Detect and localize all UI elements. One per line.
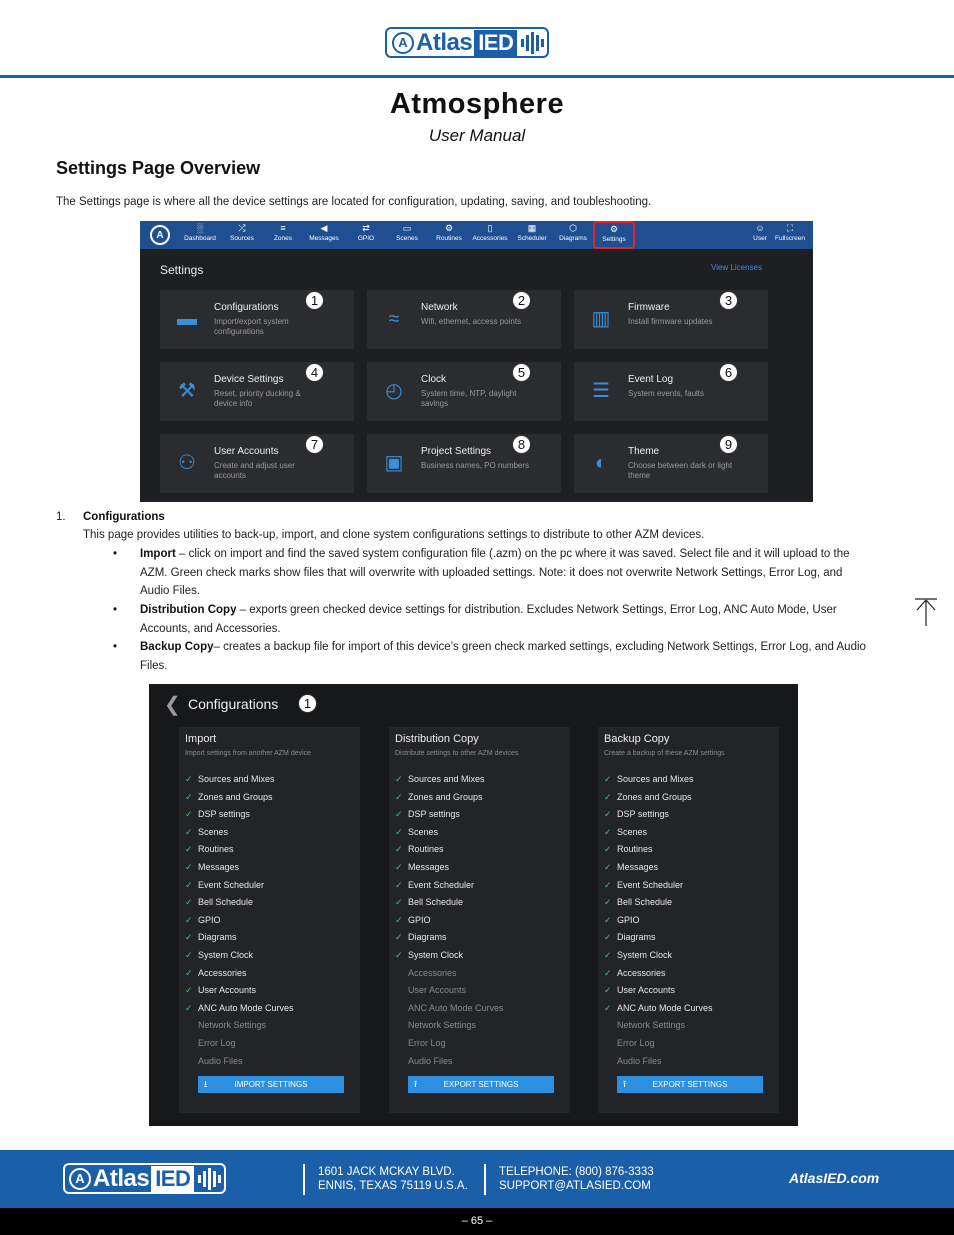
- check-icon: ✓: [185, 914, 193, 925]
- config-item-label: User Accounts: [198, 985, 257, 996]
- upload-icon: ⭱: [623, 1079, 627, 1089]
- document-subtitle: User Manual: [428, 126, 526, 145]
- config-item-label: ANC Auto Mode Curves: [408, 1002, 504, 1013]
- check-icon: ✓: [395, 914, 403, 925]
- callout-number: 7: [305, 435, 324, 454]
- dashboard-icon: ░: [196, 223, 204, 233]
- nav-label: Scheduler: [517, 235, 547, 242]
- config-item-label: Scenes: [617, 826, 648, 837]
- check-icon: ✓: [185, 809, 193, 820]
- config-item[interactable]: [395, 968, 457, 982]
- tile-user-accounts[interactable]: [160, 434, 354, 493]
- tile-name: Clock: [421, 374, 447, 385]
- nav-gpio[interactable]: [345, 224, 387, 243]
- list-number: 1.: [56, 511, 66, 523]
- config-item[interactable]: [604, 915, 640, 929]
- arrows-icon: ⇄: [362, 223, 370, 233]
- config-column-backup-copy: [598, 727, 779, 1113]
- footer-bar: [0, 1150, 954, 1208]
- configurations-title: Configurations: [188, 696, 279, 712]
- config-item[interactable]: [395, 1038, 446, 1052]
- check-icon: ✓: [604, 950, 612, 960]
- atlasied-logo: [385, 26, 583, 59]
- callout-number: 1: [305, 291, 324, 310]
- config-column-import: [179, 727, 360, 1113]
- fullscreen-icon: ⛶: [786, 223, 794, 233]
- diagram-icon: ⬡: [569, 223, 577, 233]
- config-item-label: System Clock: [617, 950, 673, 960]
- nav-label: Scenes: [396, 235, 418, 242]
- check-icon: ✓: [395, 950, 403, 960]
- tile-name: Network: [421, 302, 458, 313]
- config-item[interactable]: [604, 809, 669, 823]
- check-icon: ✓: [395, 791, 403, 802]
- megaphone-icon: ◀: [320, 223, 328, 233]
- tile-network[interactable]: [367, 290, 561, 349]
- check-icon: ✓: [604, 879, 612, 890]
- check-icon: ✓: [395, 826, 403, 837]
- chip-icon: ▥: [591, 308, 611, 330]
- settings-title: Settings: [160, 263, 204, 277]
- callout-number: 8: [512, 435, 531, 454]
- config-item[interactable]: [395, 1020, 476, 1034]
- footer-logo: [63, 1163, 226, 1194]
- clock-icon: ◴: [385, 380, 403, 402]
- config-item[interactable]: [395, 985, 466, 999]
- atlas-a-icon: A: [392, 32, 414, 54]
- tile-device-settings[interactable]: [160, 362, 354, 421]
- config-item[interactable]: [395, 844, 444, 858]
- config-item-label: Zones and Groups: [198, 791, 273, 802]
- config-item-label: Bell Schedule: [617, 897, 673, 908]
- list-icon: ☰: [592, 380, 610, 402]
- config-item-label: Error Log: [408, 1038, 446, 1048]
- nav-accessories[interactable]: [469, 224, 511, 243]
- check-icon: ✓: [395, 932, 403, 943]
- config-item-label: User Accounts: [617, 985, 676, 996]
- nav-label: GPIO: [357, 235, 375, 242]
- page-number: – 65 –: [0, 1208, 954, 1235]
- config-item-label: Scenes: [198, 826, 229, 837]
- config-item-label: Error Log: [198, 1038, 236, 1048]
- soundbars-icon: [198, 1168, 221, 1190]
- tile-project-settings[interactable]: [367, 434, 561, 493]
- gears-icon: ⚙: [444, 223, 454, 233]
- config-item-label: Bell Schedule: [198, 897, 254, 908]
- config-item-label: DSP settings: [408, 809, 460, 820]
- config-item-label: GPIO: [198, 914, 221, 925]
- config-item[interactable]: [185, 1038, 236, 1052]
- tile-name: Configurations: [214, 302, 279, 313]
- config-item[interactable]: [185, 915, 221, 929]
- config-item-label: GPIO: [617, 914, 640, 925]
- settings-screenshot: [140, 221, 813, 502]
- check-icon: ✓: [185, 985, 193, 996]
- config-item[interactable]: [395, 774, 485, 788]
- tile-description: Import/export system configurations: [214, 317, 289, 336]
- configurations-screenshot: [149, 684, 798, 1126]
- config-item[interactable]: [604, 880, 683, 894]
- tile-description: Create and adjust user accounts: [214, 461, 295, 480]
- address-line-1: 1601 JACK MCKAY BLVD.: [318, 1166, 455, 1178]
- section-title: Settings Page Overview: [56, 158, 261, 178]
- config-item-label: Routines: [617, 844, 653, 855]
- config-item[interactable]: [604, 862, 658, 876]
- tile-name: Project Settings: [421, 446, 492, 457]
- tile-theme[interactable]: [574, 434, 768, 493]
- column-subtitle: Distribute settings to other AZM devices: [395, 750, 519, 757]
- callout-number: 2: [512, 291, 531, 310]
- nav-label: Dashboard: [184, 235, 216, 242]
- export-settings-button[interactable]: [617, 1076, 763, 1093]
- scene-icon: ▭: [402, 223, 412, 233]
- tile-description: Wifi, ethernet, access points: [421, 317, 522, 326]
- export-settings-button[interactable]: [408, 1076, 554, 1093]
- layers-icon: ≡: [280, 223, 286, 233]
- logo-ied-text: IED: [151, 1166, 194, 1192]
- config-item[interactable]: [604, 985, 675, 999]
- config-item-label: Messages: [617, 862, 659, 872]
- config-item[interactable]: [395, 827, 438, 841]
- config-item[interactable]: [185, 862, 239, 876]
- config-item-label: Audio Files: [617, 1055, 662, 1066]
- list-description: This page provides utilities to back-up, import, and clone system configurations settings to distribute to other AZM devices.: [83, 529, 705, 541]
- bullet-dot: •: [113, 641, 118, 653]
- check-icon: ✓: [395, 879, 403, 890]
- gear-icon: ⚙: [609, 224, 619, 234]
- wrench-icon: ⚒: [178, 380, 196, 402]
- config-item[interactable]: [604, 792, 692, 806]
- button-label: EXPORT SETTINGS: [652, 1080, 728, 1089]
- check-icon: ✓: [185, 862, 193, 872]
- nav-label: Messages: [309, 235, 339, 242]
- check-icon: ✓: [604, 932, 612, 943]
- footer-divider: [303, 1164, 305, 1195]
- folder-icon: ▬: [177, 308, 197, 330]
- config-item[interactable]: [185, 1003, 294, 1017]
- config-item-label: Accessories: [198, 967, 247, 978]
- config-item-label: Event Scheduler: [198, 879, 265, 890]
- check-icon: ✓: [604, 826, 612, 837]
- config-item-label: Zones and Groups: [617, 791, 692, 802]
- check-icon: ✓: [395, 897, 403, 908]
- config-item[interactable]: [185, 827, 228, 841]
- config-item-label: DSP settings: [198, 809, 250, 820]
- config-item[interactable]: [604, 950, 672, 964]
- config-item[interactable]: [395, 1056, 453, 1070]
- config-item[interactable]: [604, 827, 647, 841]
- tile-name: Theme: [628, 446, 660, 457]
- check-icon: ✓: [604, 1002, 612, 1013]
- config-item[interactable]: [395, 915, 431, 929]
- check-icon: ✓: [185, 826, 193, 837]
- config-item[interactable]: [604, 897, 672, 911]
- config-item[interactable]: [185, 968, 247, 982]
- footer-divider: [484, 1164, 486, 1195]
- config-item[interactable]: [604, 932, 656, 946]
- config-item[interactable]: [604, 1038, 655, 1052]
- config-item-label: Diagrams: [408, 932, 447, 943]
- callout-number: 3: [719, 291, 738, 310]
- config-item[interactable]: [185, 985, 256, 999]
- tile-firmware[interactable]: [574, 290, 768, 349]
- briefcase-icon: ▣: [384, 452, 404, 474]
- users-icon: ⚇: [178, 452, 196, 474]
- back-chevron-icon[interactable]: ❮: [164, 694, 181, 716]
- tile-name: Event Log: [628, 374, 674, 385]
- config-item-label: Accessories: [408, 967, 457, 978]
- config-item-label: System Clock: [198, 950, 254, 960]
- nav-label: User: [753, 235, 767, 242]
- nav-user[interactable]: [743, 224, 777, 243]
- footer-contact: [499, 1165, 654, 1193]
- config-item[interactable]: [185, 844, 234, 858]
- config-item-label: ANC Auto Mode Curves: [198, 1002, 294, 1013]
- config-item-label: Bell Schedule: [408, 897, 464, 908]
- config-item[interactable]: [185, 932, 237, 946]
- config-item-label: Messages: [198, 862, 240, 872]
- nav-scheduler[interactable]: [511, 224, 553, 243]
- config-item[interactable]: [185, 792, 273, 806]
- config-item-label: Sources and Mixes: [408, 774, 485, 784]
- column-title: Backup Copy: [604, 733, 670, 745]
- view-licenses-link[interactable]: View Licenses: [711, 263, 762, 272]
- logo-atlas-text: Atlas: [416, 28, 473, 56]
- nav-dashboard[interactable]: [179, 224, 221, 243]
- check-icon: ✓: [604, 967, 612, 978]
- import-settings-button[interactable]: [198, 1076, 344, 1093]
- check-icon: ✓: [395, 774, 403, 784]
- check-icon: ✓: [185, 1002, 193, 1013]
- check-icon: ✓: [604, 897, 612, 908]
- column-subtitle: Import settings from another AZM device: [185, 750, 312, 757]
- nav-fullscreen[interactable]: [773, 224, 807, 243]
- config-item[interactable]: [604, 1056, 662, 1070]
- footer-address: [318, 1165, 468, 1193]
- support-email[interactable]: SUPPORT@ATLASIED.COM: [499, 1180, 651, 1192]
- nav-label: Zones: [273, 235, 293, 242]
- config-item[interactable]: [185, 809, 250, 823]
- nav-scenes[interactable]: [386, 224, 428, 243]
- check-icon: ✓: [185, 967, 193, 978]
- nav-routines[interactable]: [428, 224, 470, 243]
- tile-description: Install firmware updates: [628, 317, 713, 326]
- config-item[interactable]: [185, 897, 253, 911]
- tile-name: User Accounts: [214, 446, 279, 457]
- nav-label: Fullscreen: [775, 235, 805, 242]
- config-item[interactable]: [395, 897, 463, 911]
- config-item[interactable]: [395, 862, 449, 876]
- telephone-text: TELEPHONE: (800) 876-3333: [499, 1166, 654, 1178]
- logo-ied-text: IED: [474, 30, 517, 56]
- address-line-2: ENNIS, TEXAS 75119 U.S.A.: [318, 1180, 468, 1192]
- config-item-label: Sources and Mixes: [198, 774, 275, 784]
- check-icon: ✓: [395, 862, 403, 872]
- intro-paragraph: The Settings page is where all the device settings are located for configuration, updating, saving, and toubleshooting.: [56, 196, 652, 208]
- config-item-label: Routines: [408, 844, 444, 855]
- atlas-logo-icon[interactable]: A: [150, 225, 170, 245]
- config-item-label: Sources and Mixes: [617, 774, 694, 784]
- config-item-label: Network Settings: [617, 1020, 686, 1031]
- tile-description: Reset, priority ducking & device info: [214, 389, 301, 408]
- check-icon: ✓: [185, 791, 193, 802]
- config-item[interactable]: [185, 950, 253, 964]
- check-icon: ✓: [395, 809, 403, 820]
- bullet-dot: •: [113, 604, 118, 616]
- soundbars-icon: [521, 32, 544, 54]
- download-icon: ⭳: [204, 1079, 208, 1089]
- tile-configurations[interactable]: [160, 290, 354, 349]
- website-link[interactable]: AtlasIED.com: [789, 1170, 880, 1186]
- user-icon: ☺: [755, 223, 765, 233]
- tile-event-log[interactable]: [574, 362, 768, 421]
- config-item-label: User Accounts: [408, 985, 467, 996]
- nav-zones[interactable]: [262, 224, 304, 243]
- device-icon: ▯: [487, 223, 493, 233]
- config-item[interactable]: [604, 1003, 713, 1017]
- config-item[interactable]: [604, 844, 653, 858]
- config-item-label: Zones and Groups: [408, 791, 483, 802]
- bullet-dot: •: [113, 548, 118, 560]
- config-item-label: DSP settings: [617, 809, 669, 820]
- config-item-label: GPIO: [408, 914, 431, 925]
- callout-number: 1: [298, 694, 317, 713]
- nav-label: Settings: [602, 236, 626, 243]
- check-icon: ✓: [604, 809, 612, 820]
- theme-icon: ◐: [594, 452, 608, 474]
- config-item-label: Scenes: [408, 826, 439, 837]
- list-heading: Configurations: [83, 511, 165, 523]
- check-icon: ✓: [604, 985, 612, 996]
- config-item-label: Event Scheduler: [617, 879, 684, 890]
- callout-number: 5: [512, 363, 531, 382]
- config-item[interactable]: [185, 880, 264, 894]
- check-icon: ✓: [185, 844, 193, 855]
- config-item[interactable]: [395, 809, 460, 823]
- nav-sources[interactable]: [221, 224, 263, 243]
- config-item[interactable]: [395, 880, 474, 894]
- upload-icon: ⭱: [414, 1079, 418, 1089]
- config-item-label: Routines: [198, 844, 234, 855]
- bullet-distribution-copy: Distribution Copy – exports green checked device settings for distribution. Excludes Network Settings, Error Log, ANC Auto Mode, User Accounts, and Accessories.: [140, 604, 837, 635]
- column-title: Import: [185, 733, 217, 745]
- shuffle-icon: ⤮: [238, 223, 246, 233]
- check-icon: ✓: [604, 774, 612, 784]
- nav-diagrams[interactable]: [552, 224, 594, 243]
- config-item-label: Error Log: [617, 1038, 655, 1048]
- nav-settings[interactable]: [593, 221, 635, 249]
- check-icon: ✓: [185, 774, 193, 784]
- callout-number: 9: [719, 435, 738, 454]
- config-item-label: Event Scheduler: [408, 879, 475, 890]
- config-item[interactable]: [604, 774, 694, 788]
- config-item-label: Network Settings: [198, 1020, 267, 1031]
- config-item[interactable]: [185, 1020, 266, 1034]
- config-column-distribution-copy: [389, 727, 570, 1113]
- config-item-label: Accessories: [617, 967, 666, 978]
- config-item[interactable]: [395, 792, 483, 806]
- button-label: EXPORT SETTINGS: [443, 1080, 519, 1089]
- check-icon: ✓: [395, 844, 403, 855]
- config-item-label: Diagrams: [617, 932, 656, 943]
- config-item[interactable]: [395, 1003, 504, 1017]
- tile-name: Firmware: [628, 302, 670, 313]
- config-item[interactable]: [395, 950, 463, 964]
- tile-description: System events, faults: [628, 389, 705, 398]
- tile-description: Choose between dark or light theme: [628, 461, 733, 480]
- check-icon: ✓: [185, 950, 193, 960]
- config-item[interactable]: [395, 932, 447, 946]
- bullet-backup-copy: Backup Copy– creates a backup file for import of this device’s green check marked settings, excluding Network Settings, Error Log, and Audio Files.: [140, 641, 866, 672]
- tile-name: Device Settings: [214, 374, 284, 385]
- config-item-label: ANC Auto Mode Curves: [617, 1002, 713, 1013]
- column-title: Distribution Copy: [395, 733, 479, 745]
- nav-label: Routines: [436, 235, 462, 242]
- back-to-top-icon[interactable]: [913, 597, 939, 627]
- check-icon: ✓: [185, 879, 193, 890]
- config-item[interactable]: [604, 1020, 685, 1034]
- callout-number: 6: [719, 363, 738, 382]
- nav-messages[interactable]: [303, 224, 345, 243]
- tile-description: System time, NTP, daylight savings: [421, 389, 517, 408]
- config-item-label: Audio Files: [198, 1055, 243, 1066]
- tile-clock[interactable]: [367, 362, 561, 421]
- config-item-label: Audio Files: [408, 1055, 453, 1066]
- check-icon: ✓: [185, 897, 193, 908]
- config-item[interactable]: [185, 774, 275, 788]
- nav-label: Accessories: [472, 235, 508, 242]
- document-title: Atmosphere: [389, 88, 565, 120]
- check-icon: ✓: [604, 862, 612, 872]
- wifi-icon: ≈: [388, 308, 400, 330]
- check-icon: ✓: [185, 932, 193, 943]
- calendar-icon: ▦: [527, 223, 537, 233]
- column-subtitle: Create a backup of these AZM settings: [604, 750, 725, 757]
- callout-number: 4: [305, 363, 324, 382]
- atlas-a-icon: A: [69, 1168, 91, 1190]
- config-item[interactable]: [185, 1056, 243, 1070]
- config-item-label: Messages: [408, 862, 450, 872]
- check-icon: ✓: [604, 844, 612, 855]
- bullet-import: Import – click on import and find the saved system configuration file (.azm) on the pc where it was saved. Select file and it will upload to the AZM. Green check marks show files that will overwrite with uploaded settings. Note: it does not overwrite Network Settings, Error Log, and Audio Files.: [140, 548, 850, 597]
- check-icon: ✓: [604, 791, 612, 802]
- config-item[interactable]: [604, 968, 666, 982]
- config-item-label: Network Settings: [408, 1020, 477, 1031]
- button-label: IMPORT SETTINGS: [234, 1080, 308, 1089]
- tile-description: Business names, PO numbers: [421, 461, 530, 470]
- check-icon: ✓: [604, 914, 612, 925]
- nav-label: Diagrams: [559, 235, 587, 242]
- nav-label: Sources: [230, 235, 254, 242]
- config-item-label: System Clock: [408, 950, 464, 960]
- config-item-label: Diagrams: [198, 932, 237, 943]
- logo-atlas-text: Atlas: [93, 1164, 150, 1192]
- header-rule: [0, 75, 954, 78]
